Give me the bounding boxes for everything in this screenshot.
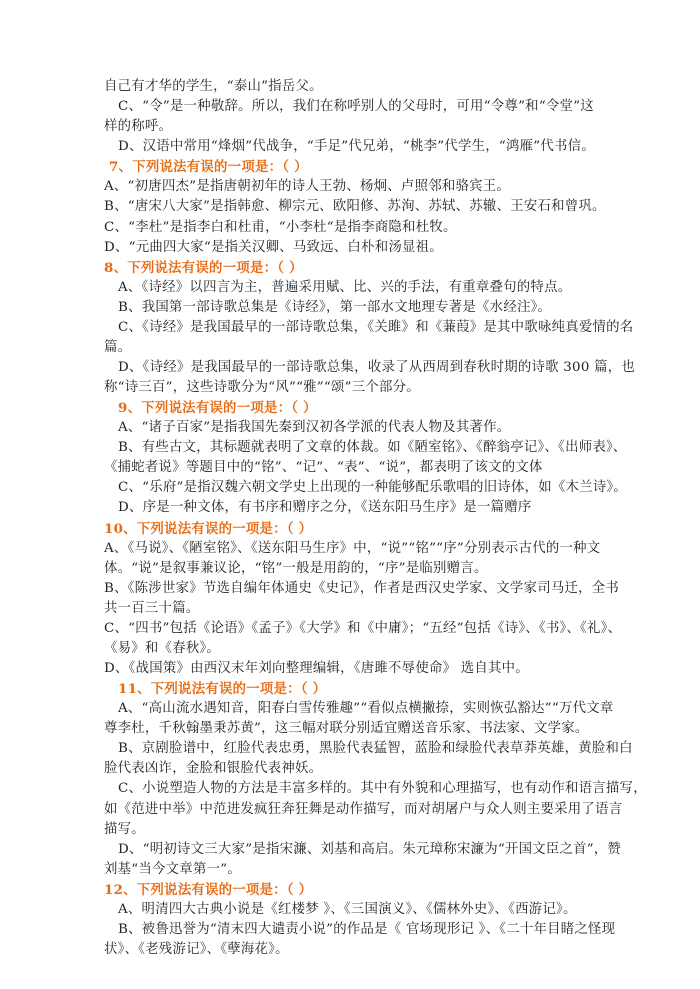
question-heading-9: 9、下列说法有误的一项是：（ ） [118,400,317,417]
text-line: 状》、《老残游记》、《孽海花》。 [104,941,289,957]
text-line: 如《范进中举》中范进发疯狂奔狂舞是动作描写，而对胡屠户与众人则主要采用了语言 [104,801,623,817]
text-line: 称“诗三百”，这些诗歌分为“风”“雅”“颂”三个部分。 [104,380,420,395]
text-line: 尊李杜，千秋翰墨秉苏黄”，这三幅对联分别适宜赠送音乐家、书法家、文学家。 [104,721,589,737]
text-line: A、“高山流水遇知音，阳春白雪传雅趣”“看似点横撇捺，实则恢弘豁达”“万代文章 [118,701,614,717]
text-line: B、《陈涉世家》节选自编年体通史《史记》，作者是西汉史学家、文学家司马迁，全书 [104,580,620,596]
text-line: 篇。 [104,339,132,355]
text-line: A、《马说》、《陋室铭》、《送东阳马生序》中，“说”“铭”“序”分别表示古代的一种文 [104,540,601,556]
text-line: 《易》和《春秋》。 [104,640,221,656]
text-line: 《捕蛇者说》等题目中的“铭”、“记”、“表”、“说”，都表明了该文的文体 [104,460,543,476]
text-line: B、我国第一部诗歌总集是《诗经》，第一部水文地理专著是《水经注》。 [118,299,552,315]
text-line: A、《诗经》以四言为主，普遍采用赋、比、兴的手法，有重章叠句的特点。 [118,279,572,295]
text-line: C、小说塑造人物的方法是丰富多样的。其中有外貌和心理描写，也有动作和语言描写， [118,781,647,797]
question-heading-8: 8、下列说法有误的一项是：（ ） [104,259,303,276]
text-line: A、“初唐四杰”是指唐朝初年的诗人王勃、杨炯、卢照邻和骆宾王。 [104,179,511,195]
text-line: B、京剧脸谱中，红脸代表忠勇，黑脸代表猛智，蓝脸和绿脸代表草莽英雄，黄脸和白 [118,741,633,757]
text-line: D、汉语中常用“烽烟”代战争，“手足”代兄弟，“桃李”代学生，“鸿雁”代书信。 [118,139,595,155]
text-line: B、“唐宋八大家”是指韩愈、柳宗元、欧阳修、苏洵、苏轼、苏辙、王安石和曾巩。 [104,199,606,215]
text-line: D、“元曲四大家“是指关汉卿、马致远、白朴和汤显祖。 [104,239,443,255]
text-line: B、被鲁迅誉为“清末四大谴责小说”的作品是《 官场现形记 》、《二十年目睹之怪现 [118,921,616,937]
question-heading-12: 12、下列说法有误的一项是：（ ） [104,881,313,898]
text-line: 刘基“当今文章第一”。 [104,861,241,877]
text-line: C、《诗经》是我国最早的一部诗歌总集，《关雎》和《蒹葭》是其中歌咏纯真爱情的名 [118,319,634,335]
question-heading-11: 11、下列说法有误的一项是：（ ） [118,681,327,697]
text-line: 共一百三十篇。 [104,600,200,616]
text-line: 样的称呼。 [104,119,173,135]
text-line: D、《诗经》是我国最早的一部诗歌总集，收录了从西周到春秋时期的诗歌 300 篇，也 [118,360,636,375]
text-line: 脸代表凶诈，金脸和银脸代表神妖。 [104,761,323,777]
text-line: 描写。 [104,821,145,837]
text-line: 自己有才华的学生，“泰山”指岳父。 [104,79,323,94]
text-line: D、《战国策》由西汉末年刘向整理编辑，《唐雎不辱使命》 选自其中。 [104,661,529,676]
question-heading-10: 10、下列说法有误的一项是：（ ） [104,520,313,537]
text-line: C、“乐府”是指汉魏六朝文学史上出现的一种能够配乐歌唱的旧诗体，如《木兰诗》。 [118,480,628,496]
text-line: D、“明初诗文三大家”是指宋濂、刘基和高启。朱元璋称宋濂为“开国文臣之首”，赞 [118,841,622,857]
text-line: 体。“说”是叙事兼议论，“铭”一般是用韵的，“序”是临别赠言。 [104,560,488,576]
text-line: A、“诸子百家”是指我国先秦到汉初各学派的代表人物及其著作。 [118,420,511,436]
text-line: D、序是一种文体，有书序和赠序之分，《送东阳马生序》是一篇赠序 [118,500,532,516]
text-line: C、“四书”包括《论语》《孟子》《大学》和《中庸》；“五经”包括《诗》、《书》、《礼》、 [104,620,622,636]
text-line: A、明清四大古典小说是《红楼梦 》、《三国演义》、《儒林外史》、《西游记》。 [118,901,577,917]
text-line: B、有些古文，其标题就表明了文章的体裁。如《陋室铭》、《醉翁亭记》、《出师表》、 [118,440,627,456]
text-line: C、“令”是一种敬辞。所以，我们在称呼别人的父母时，可用“令尊”和“令堂”这 [118,99,594,115]
text-line: C、“李杜”是指李白和杜甫，“小李杜“是指李商隐和杜牧。 [104,219,457,235]
question-heading-7: 7、下列说法有误的一项是：（ ） [109,159,308,176]
